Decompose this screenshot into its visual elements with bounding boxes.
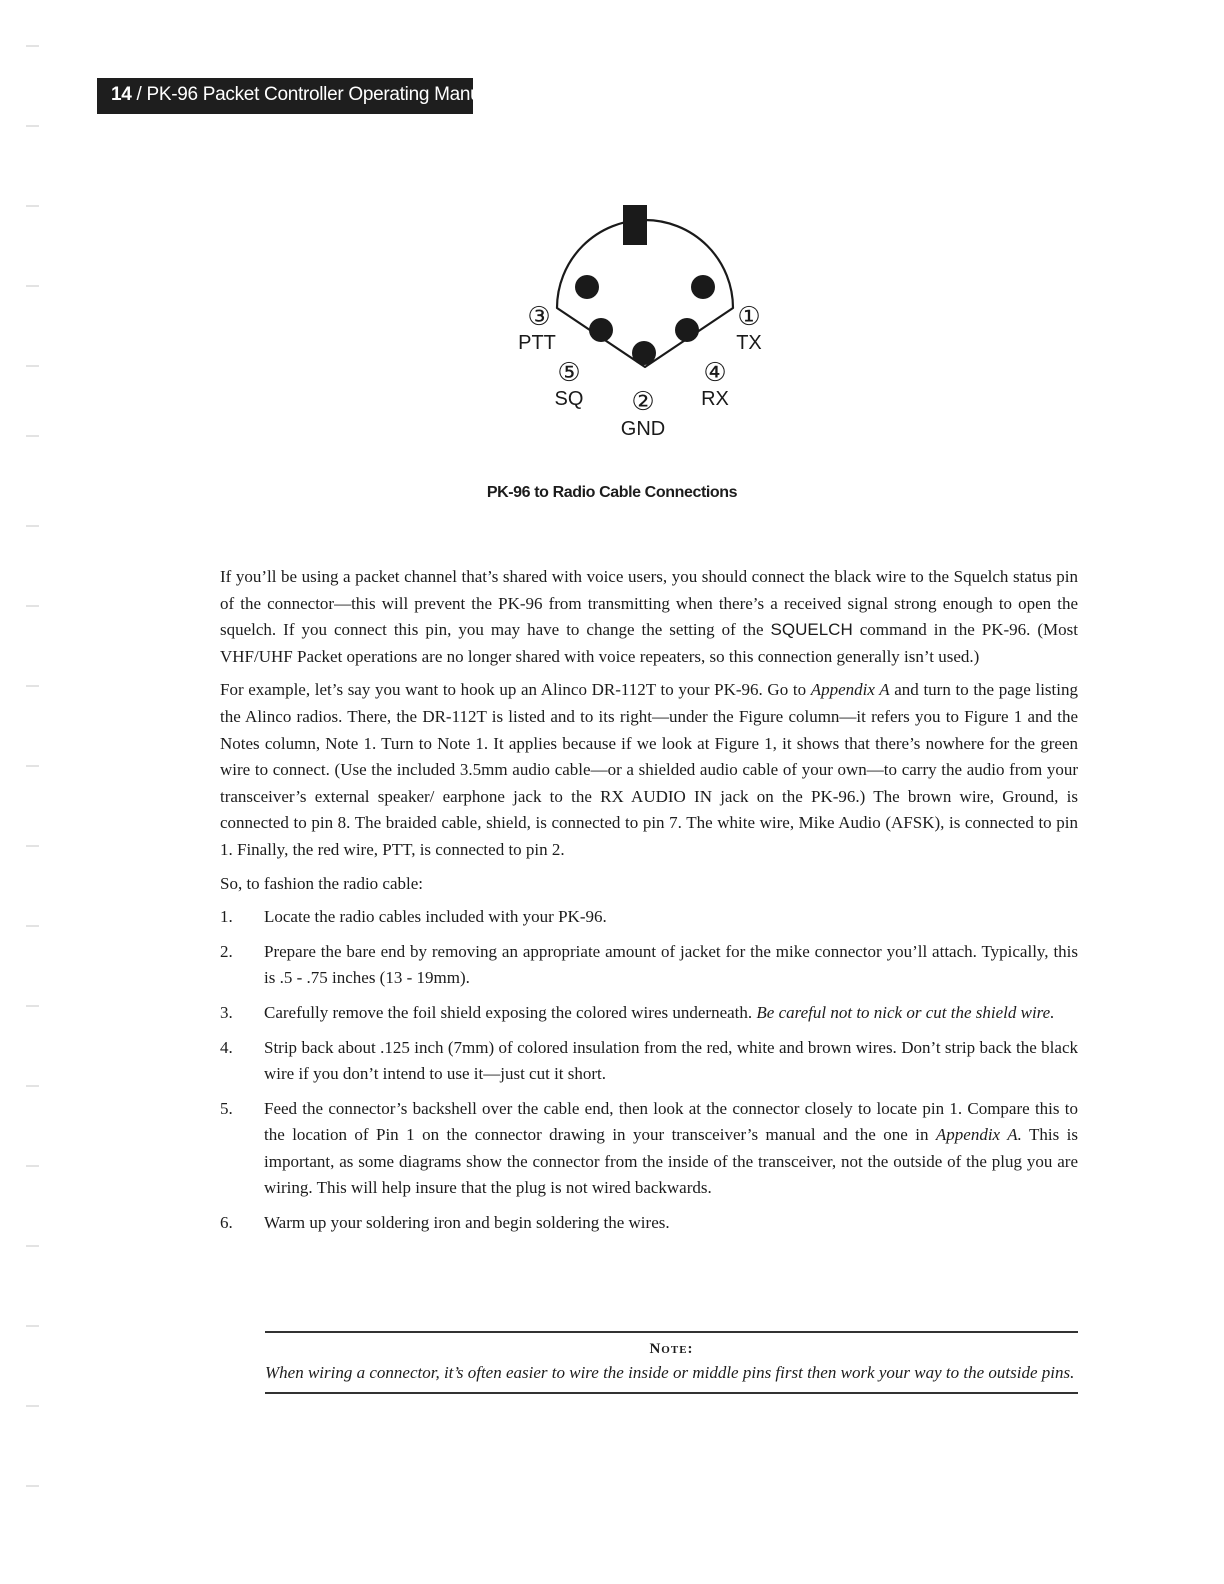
paragraph-example: For example, let’s say you want to hook up an Alinco DR-112T to your PK-96. Go to Appendix A and turn to the page listing the Alinco radios. There, the DR-112T is listed and to its right—under the Figure column—it refers you to Figure 1 and the Notes column, Note 1. Turn to Note 1. It applies because if we look at Figure 1, it shows that there’s nowhere for the green wire to connect. (Use the included 3.5mm audio cable—or a shielded audio cable of your own—to carry the audio from your transceiver’s external speaker/ earphone jack to the RX AUDIO IN jack on the PK-96.) The brown wire, Ground, is connected to pin 8. The braided cable, shield, is connected to pin 7. The white wire, Mike Audio (AFSK), is connected to pin 1. Finally, the red wire, PTT, is connected to pin 2. xyxy=(220,680,1078,859)
pin-number-rx: ④ xyxy=(703,357,727,387)
pin-label-sq: SQ xyxy=(554,388,584,410)
figure-caption: PK-96 to Radio Cable Connections xyxy=(486,484,738,501)
list-item: 1. Locate the radio cables included with your PK-96. xyxy=(220,907,607,927)
page-number: 14 xyxy=(111,84,132,105)
squelch-command: SQUELCH xyxy=(770,620,853,640)
pin-hole-ptt xyxy=(589,318,613,342)
pin-hole-center xyxy=(632,341,656,365)
pin-number-sq: ⑤ xyxy=(557,357,581,387)
pin-hole-tx xyxy=(675,318,699,342)
pin-label-rx: RX xyxy=(701,388,729,410)
list-item: 4. Strip back about .125 inch (7mm) of colored insulation from the red, white and brown wires. Don’t strip back the black wire if you don’t intend to use it—just cut it short. xyxy=(220,1037,1078,1084)
header-separator: / xyxy=(131,84,147,105)
list-item: 3. Carefully remove the foil shield exposing the colored wires underneath. Be careful not to nick or cut the shield wire. xyxy=(220,1002,1055,1022)
connector-key-tab xyxy=(623,205,647,245)
pin-label-gnd: GND xyxy=(620,418,666,440)
connector-diagram xyxy=(505,195,785,455)
steps-list xyxy=(220,904,1078,1237)
list-item: 5. Feed the connector’s backshell over the cable end, then look at the connector closely to locate pin 1. Compare this to the location of Pin 1 on the connector drawing in your transceiver’s manual and the one in Appendix A. This is important, as some diagrams show the connector from the inside of the transceiver, not the outside of the plug you are wiring. This will help insure that the plug is not wired backwards. xyxy=(220,1098,1078,1198)
pin-hole-upper-right xyxy=(691,275,715,299)
list-item: 6. Warm up your soldering iron and begin soldering the wires. xyxy=(220,1213,670,1233)
manual-title: PK-96 Packet Controller Operating Manual xyxy=(146,84,495,105)
pin-number-gnd: ② xyxy=(631,386,655,416)
note-title: Note: xyxy=(649,1341,694,1357)
pin-hole-upper-left xyxy=(575,275,599,299)
body-text xyxy=(220,564,1078,1245)
list-item: 2. Prepare the bare end by removing an appropriate amount of jacket for the mike connector you’ll attach. Typically, this is .5 - .75 inches (13 - 19mm). xyxy=(220,941,1078,988)
note-box xyxy=(265,1331,1078,1394)
page-header xyxy=(97,78,495,114)
pin-number-tx: ① xyxy=(737,301,761,331)
paragraph-intro-steps: So, to fashion the radio cable: xyxy=(220,873,424,893)
paragraph-squelch: If you’ll be using a packet channel that’s shared with voice users, you should connect the black wire to the Squelch status pin of the connector—this will prevent the PK-96 from transmitting when there’s a received signal strong enough to open the squelch. If you connect this pin, you may have to change the setting of the SQUELCH command in the PK-96. (Most VHF/UHF Packet operations are no longer shared with voice repeaters, so this connection generally isn’t used.) xyxy=(220,567,1078,666)
margin-ticks xyxy=(26,40,40,1540)
note-text: When wiring a connector, it’s often easier to wire the inside or middle pins first then work your way to the outside pins. xyxy=(265,1363,1075,1382)
pin-label-ptt: PTT xyxy=(518,332,556,354)
pin-number-ptt: ③ xyxy=(527,301,551,331)
appendix-reference: Appendix A xyxy=(810,680,890,700)
pin-label-tx: TX xyxy=(736,332,762,354)
